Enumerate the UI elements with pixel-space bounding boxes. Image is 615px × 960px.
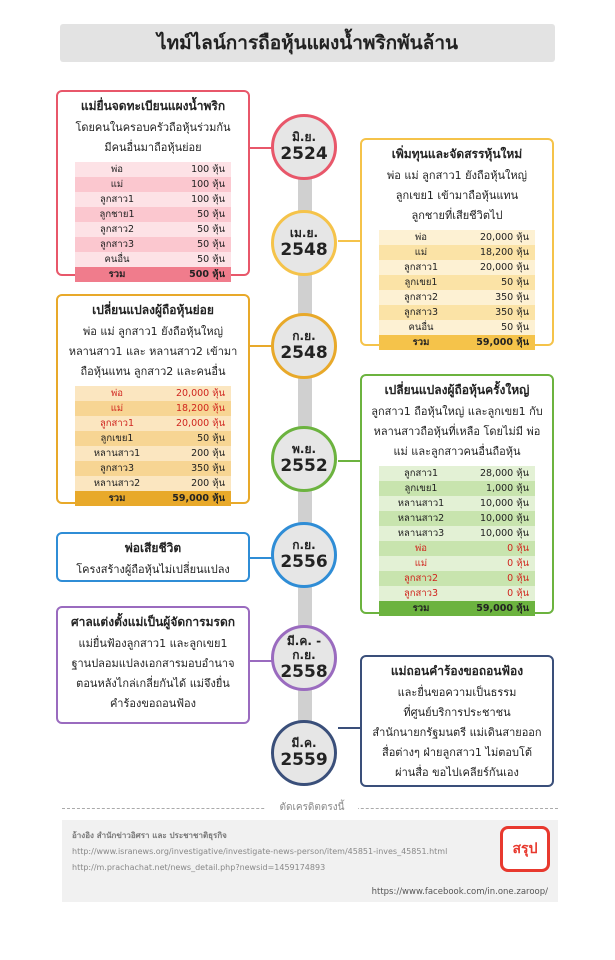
facebook-link[interactable]: https://www.facebook.com/in.one.zaroop/ bbox=[371, 887, 548, 897]
share-count: 20,000 หุ้น bbox=[479, 232, 529, 243]
holder-name: ลูกสาว1 bbox=[99, 418, 135, 429]
connector-line bbox=[248, 557, 272, 559]
credits-link[interactable]: http://m.prachachat.net/news_detail.php?newsid=1459174893 bbox=[72, 863, 326, 872]
share-count: 350 หุ้น bbox=[495, 292, 529, 303]
table-row bbox=[379, 481, 535, 496]
table-row bbox=[75, 222, 231, 237]
event-card-withdraw bbox=[360, 655, 554, 787]
total-row bbox=[75, 491, 231, 506]
event-title: เปลี่ยนแปลงผู้ถือหุ้นย่อย bbox=[92, 303, 214, 317]
event-card-registration bbox=[56, 90, 250, 280]
date-month: มี.ค. bbox=[291, 736, 317, 750]
holder-name: ลูกเขย1 bbox=[404, 277, 438, 288]
event-text: พ่อ แม่ ลูกสาว1 ยังถือหุ้นใหญ่ bbox=[386, 169, 527, 182]
share-count: 1,000 หุ้น bbox=[486, 483, 529, 494]
event-title: เพิ่มทุนและจัดสรรหุ้นใหม่ bbox=[391, 147, 523, 161]
table-row bbox=[379, 275, 535, 290]
share-count: 28,000 หุ้น bbox=[479, 468, 529, 479]
date-node-2548-apr bbox=[271, 210, 337, 276]
event-text: ลูกชายที่เสียชีวิตไป bbox=[411, 209, 503, 222]
holder-name: ลูกเขย1 bbox=[404, 483, 438, 494]
date-year: 2556 bbox=[280, 552, 328, 572]
holder-name: ลูกเขย1 bbox=[100, 433, 134, 444]
holder-name: ลูกสาว3 bbox=[99, 463, 135, 474]
date-month: พ.ย. bbox=[291, 442, 317, 456]
table-row bbox=[379, 511, 535, 526]
holder-name: ลูกสาว3 bbox=[99, 239, 135, 250]
event-text: และยื่นขอความเป็นธรรม bbox=[397, 686, 517, 699]
event-text: คำร้องขอถอนฟ้อง bbox=[109, 697, 197, 710]
credits-link[interactable]: http://www.isranews.org/investigative/investigate-news-person/item/45851-inves_45851.html bbox=[72, 847, 448, 856]
event-title: พ่อเสียชีวิต bbox=[124, 541, 182, 555]
event-text: ถือหุ้นแทน ลูกสาว2 และคนอื่น bbox=[80, 365, 226, 378]
holder-name: แม่ bbox=[414, 558, 428, 569]
event-text: ฐานปลอมแปลงเอกสารมอบอำนาจ bbox=[71, 657, 235, 670]
holder-name: หลานสาว3 bbox=[397, 528, 445, 539]
holder-name: ลูกสาว1 bbox=[99, 194, 135, 205]
table-row bbox=[75, 207, 231, 222]
event-text: ที่ศูนย์บริการประชาชน bbox=[403, 706, 511, 719]
event-title: ศาลแต่งตั้งแม่เป็นผู้จัดการมรดก bbox=[70, 615, 236, 629]
event-card-capital-increase bbox=[360, 138, 554, 346]
share-count: 50 หุ้น bbox=[501, 322, 529, 333]
connector-line bbox=[338, 460, 362, 462]
total-value: 59,000 หุ้น bbox=[476, 603, 529, 614]
total-value: 59,000 หุ้น bbox=[172, 493, 225, 504]
share-count: 350 หุ้น bbox=[495, 307, 529, 318]
table-row bbox=[75, 177, 231, 192]
date-year: 2552 bbox=[280, 456, 328, 476]
table-row bbox=[75, 461, 231, 476]
table-row bbox=[75, 162, 231, 177]
table-row bbox=[379, 320, 535, 335]
share-count: 0 หุ้น bbox=[507, 543, 529, 554]
table-row bbox=[75, 476, 231, 491]
share-count: 50 หุ้น bbox=[197, 209, 225, 220]
connector-line bbox=[248, 147, 272, 149]
event-title: เปลี่ยนแปลงผู้ถือหุ้นครั้งใหญ่ bbox=[384, 383, 530, 397]
table-row bbox=[75, 192, 231, 207]
share-count: 100 หุ้น bbox=[191, 164, 225, 175]
share-count: 0 หุ้น bbox=[507, 573, 529, 584]
share-count: 50 หุ้น bbox=[197, 254, 225, 265]
table-row bbox=[379, 586, 535, 601]
holder-name: หลานสาว1 bbox=[397, 498, 445, 509]
date-node-2556 bbox=[271, 522, 337, 588]
date-node-2559 bbox=[271, 720, 337, 786]
share-count: 200 หุ้น bbox=[191, 478, 225, 489]
date-month: ก.ย. bbox=[292, 329, 316, 343]
total-value: 500 หุ้น bbox=[189, 269, 225, 280]
holder-name: แม่ bbox=[414, 247, 428, 258]
date-year: 2524 bbox=[280, 144, 328, 164]
date-month: มี.ค. - ก.ย. bbox=[286, 634, 322, 662]
total-label: รวม bbox=[108, 493, 126, 504]
date-month: ก.ย. bbox=[292, 538, 316, 552]
table-row bbox=[75, 416, 231, 431]
connector-line bbox=[338, 240, 362, 242]
event-card-court-appoint bbox=[56, 606, 250, 724]
share-count: 0 หุ้น bbox=[507, 558, 529, 569]
event-text: แม่ยื่นฟ้องลูกสาว1 และลูกเขย1 bbox=[78, 637, 228, 650]
share-count: 50 หุ้น bbox=[197, 239, 225, 250]
share-count: 50 หุ้น bbox=[197, 224, 225, 235]
holder-name: คนอื่น bbox=[408, 322, 434, 333]
share-count: 20,000 หุ้น bbox=[175, 418, 225, 429]
event-title: แม่ยื่นจดทะเบียนแผงน้ำพริก bbox=[80, 99, 226, 113]
holder-name: คนอื่น bbox=[104, 254, 130, 265]
credits-source: อ้างอิง สำนักข่าวอิศรา และ ประชาชาติธุรกิจ bbox=[72, 831, 227, 840]
total-row bbox=[75, 267, 231, 282]
event-text: แม่ และลูกสาวคนอื่นถือหุ้น bbox=[393, 445, 521, 458]
holder-name: ลูกชาย1 bbox=[99, 209, 135, 220]
holder-name: ลูกสาว3 bbox=[403, 588, 439, 599]
date-node-2558 bbox=[271, 625, 337, 691]
date-node-2524 bbox=[271, 114, 337, 180]
connector-line bbox=[248, 660, 272, 662]
event-card-major-change bbox=[360, 374, 554, 614]
share-count: 100 หุ้น bbox=[191, 179, 225, 190]
event-text: ลูกสาว1 ถือหุ้นใหญ่ และลูกเขย1 กับ bbox=[371, 405, 543, 418]
holder-name: ลูกสาว2 bbox=[403, 292, 439, 303]
share-count: 10,000 หุ้น bbox=[479, 528, 529, 539]
event-text: ตอนหลังไกล่เกลี่ยกันได้ แม่จึงยื่น bbox=[76, 677, 230, 690]
holder-name: หลานสาว2 bbox=[93, 478, 141, 489]
date-month: เม.ย. bbox=[289, 226, 319, 240]
share-count: 50 หุ้น bbox=[197, 433, 225, 444]
shareholder-table bbox=[379, 466, 535, 616]
shareholder-table bbox=[379, 230, 535, 350]
table-row bbox=[75, 237, 231, 252]
table-row bbox=[379, 541, 535, 556]
event-card-father-died bbox=[56, 532, 250, 582]
total-label: รวม bbox=[412, 337, 430, 348]
holder-name: ลูกสาว3 bbox=[403, 307, 439, 318]
shareholder-table bbox=[75, 386, 231, 506]
table-row bbox=[75, 431, 231, 446]
date-year: 2559 bbox=[280, 750, 328, 770]
total-row bbox=[379, 601, 535, 616]
table-row bbox=[379, 245, 535, 260]
table-row bbox=[379, 496, 535, 511]
cut-label: ตัดเครดิตตรงนี้ bbox=[266, 800, 358, 815]
table-row bbox=[75, 386, 231, 401]
table-row bbox=[75, 401, 231, 416]
date-year: 2548 bbox=[280, 343, 328, 363]
holder-name: ลูกสาว1 bbox=[403, 262, 439, 273]
date-node-2552 bbox=[271, 426, 337, 492]
total-label: รวม bbox=[108, 269, 126, 280]
holder-name: แม่ bbox=[110, 403, 124, 414]
share-count: 18,200 หุ้น bbox=[175, 403, 225, 414]
table-row bbox=[379, 230, 535, 245]
event-text: โครงสร้างผู้ถือหุ้นไม่เปลี่ยนแปลง bbox=[76, 563, 230, 576]
share-count: 18,200 หุ้น bbox=[479, 247, 529, 258]
share-count: 50 หุ้น bbox=[501, 277, 529, 288]
event-text: ลูกเขย1 เข้ามาถือหุ้นแทน bbox=[395, 189, 519, 202]
table-row bbox=[379, 290, 535, 305]
total-label: รวม bbox=[412, 603, 430, 614]
table-row bbox=[379, 466, 535, 481]
holder-name: พ่อ bbox=[415, 543, 427, 554]
share-count: 20,000 หุ้น bbox=[479, 262, 529, 273]
page-title: ไทม์ไลน์การถือหุ้นแผงน้ำพริกพันล้าน bbox=[60, 24, 555, 62]
table-row bbox=[379, 305, 535, 320]
holder-name: พ่อ bbox=[111, 388, 123, 399]
holder-name: หลานสาว1 bbox=[93, 448, 141, 459]
share-count: 100 หุ้น bbox=[191, 194, 225, 205]
table-row bbox=[379, 556, 535, 571]
date-node-2548-sep bbox=[271, 313, 337, 379]
event-title: แม่ถอนคำร้องขอถอนฟ้อง bbox=[390, 664, 524, 678]
share-count: 10,000 หุ้น bbox=[479, 498, 529, 509]
holder-name: ลูกสาว2 bbox=[99, 224, 135, 235]
table-row bbox=[75, 252, 231, 267]
sarup-logo: สรุป bbox=[500, 826, 550, 872]
share-count: 200 หุ้น bbox=[191, 448, 225, 459]
holder-name: หลานสาว2 bbox=[397, 513, 445, 524]
event-text: พ่อ แม่ ลูกสาว1 ยังถือหุ้นใหญ่ bbox=[82, 325, 223, 338]
event-text: โดยคนในครอบครัวถือหุ้นร่วมกัน bbox=[75, 121, 231, 134]
table-row bbox=[379, 526, 535, 541]
share-count: 350 หุ้น bbox=[191, 463, 225, 474]
shareholder-table bbox=[75, 162, 231, 282]
event-text: มีคนอื่นมาถือหุ้นย่อย bbox=[104, 141, 202, 154]
table-row bbox=[75, 446, 231, 461]
holder-name: พ่อ bbox=[111, 164, 123, 175]
date-year: 2548 bbox=[280, 240, 328, 260]
date-year: 2558 bbox=[280, 662, 328, 682]
event-text: ผ่านสื่อ ขอไปเคลียร์กันเอง bbox=[395, 766, 519, 779]
connector-line bbox=[248, 345, 272, 347]
event-text: สื่อต่างๆ ฝ่ายลูกสาว1 ไม่ตอบโต้ bbox=[381, 746, 532, 759]
connector-line bbox=[338, 727, 362, 729]
share-count: 10,000 หุ้น bbox=[479, 513, 529, 524]
holder-name: แม่ bbox=[110, 179, 124, 190]
credits-box bbox=[62, 820, 558, 902]
share-count: 20,000 หุ้น bbox=[175, 388, 225, 399]
event-text: หลานสาวถือหุ้นที่เหลือ โดยไม่มี พ่อ bbox=[373, 425, 541, 438]
total-value: 59,000 หุ้น bbox=[476, 337, 529, 348]
holder-name: พ่อ bbox=[415, 232, 427, 243]
holder-name: ลูกสาว1 bbox=[403, 468, 439, 479]
event-text: สำนักนายกรัฐมนตรี แม่เดินสายออก bbox=[372, 726, 542, 739]
date-month: มิ.ย. bbox=[291, 130, 317, 144]
holder-name: ลูกสาว2 bbox=[403, 573, 439, 584]
total-row bbox=[379, 335, 535, 350]
table-row bbox=[379, 260, 535, 275]
event-text: หลานสาว1 และ หลานสาว2 เข้ามา bbox=[68, 345, 238, 358]
event-card-minor-change bbox=[56, 294, 250, 504]
share-count: 0 หุ้น bbox=[507, 588, 529, 599]
table-row bbox=[379, 571, 535, 586]
